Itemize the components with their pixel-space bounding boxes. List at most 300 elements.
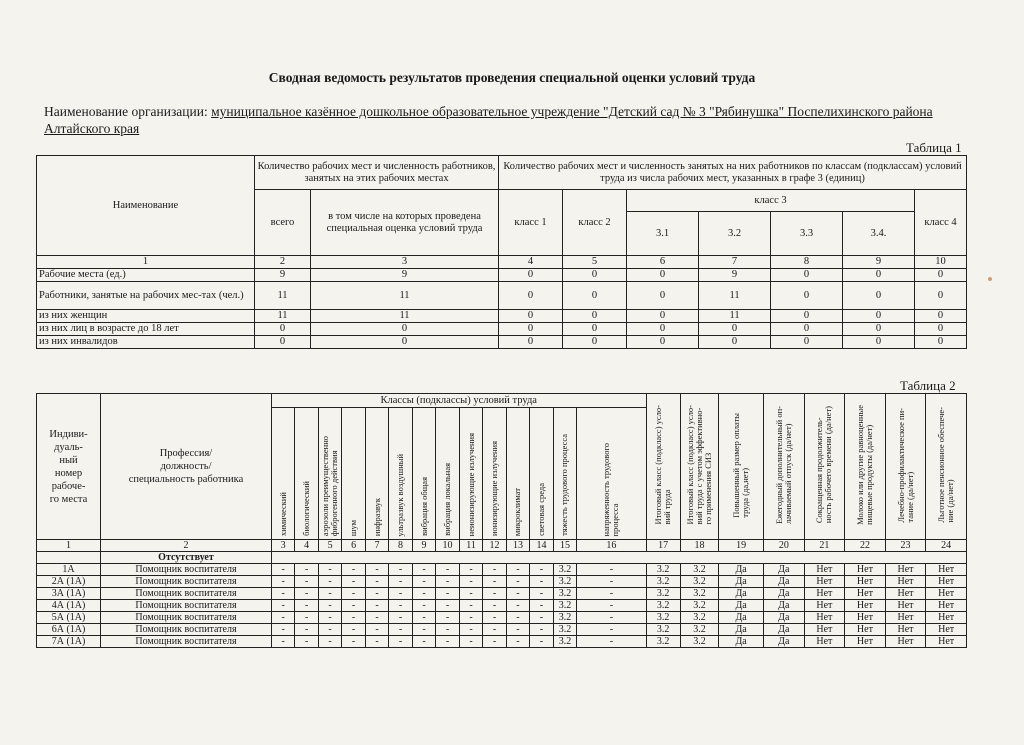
t2-cell: - — [389, 576, 412, 588]
t1-cell: 0 — [563, 323, 627, 336]
t2-col-num: 18 — [680, 540, 718, 552]
t2-cell: Да — [764, 564, 805, 576]
t2-cell: - — [389, 612, 412, 624]
t1-header-class4: класс 4 — [915, 190, 967, 256]
t1-cell: 0 — [499, 336, 563, 349]
t2-cell: - — [318, 624, 341, 636]
t2-cell: - — [530, 576, 553, 588]
t2-col-num: 10 — [436, 540, 459, 552]
t2-cell: - — [365, 588, 388, 600]
t1-cell: 11 — [699, 282, 771, 310]
t2-cell: 3.2 — [680, 576, 718, 588]
t2-cell: - — [365, 636, 388, 648]
t2-cell: Нет — [885, 588, 926, 600]
t2-cell: 3.2 — [646, 624, 680, 636]
t2-cell: 3.2 — [553, 600, 576, 612]
t2-cell: - — [318, 600, 341, 612]
t1-col-num: 6 — [627, 256, 699, 269]
t2-cell: 3.2 — [680, 588, 718, 600]
t2-col-num: 24 — [926, 540, 967, 552]
t2-cell: 3.2 — [646, 588, 680, 600]
t2-cell: - — [459, 612, 482, 624]
t2-vertical-header-text: Итоговый класс (подкласс) усло- вий труда — [653, 405, 673, 525]
t2-cell: 3.2 — [553, 564, 576, 576]
t1-cell: 9 — [255, 269, 311, 282]
t1-cell: 0 — [499, 323, 563, 336]
t2-cell: - — [389, 564, 412, 576]
t2-cell: Нет — [804, 564, 845, 576]
t1-cell: 0 — [843, 336, 915, 349]
t2-col-num: 11 — [459, 540, 482, 552]
t1-col-num: 8 — [771, 256, 843, 269]
t2-cell: - — [412, 600, 435, 612]
t2-col-num: 13 — [506, 540, 529, 552]
t2-col-num: 16 — [577, 540, 646, 552]
t1-col-num: 10 — [915, 256, 967, 269]
table2 — [36, 393, 967, 648]
t2-vertical-header-text: тяжесть трудового процесса — [559, 434, 570, 536]
t2-col-num: 1 — [37, 540, 101, 552]
t2-section-fill — [271, 552, 966, 564]
t2-cell: 3.2 — [680, 600, 718, 612]
t2-cell: - — [436, 612, 459, 624]
t2-row — [37, 624, 967, 636]
t2-row — [37, 588, 967, 600]
t2-cell: 3.2 — [680, 612, 718, 624]
t1-cell: 0 — [255, 336, 311, 349]
t1-cell: 9 — [699, 269, 771, 282]
t2-vertical-header — [342, 408, 365, 540]
t2-cell: 3.2 — [553, 624, 576, 636]
t2-row-profession: Помощник воспитателя — [101, 564, 272, 576]
t2-cell: Нет — [804, 624, 845, 636]
t2-vertical-header — [719, 394, 764, 540]
t1-cell: 0 — [915, 336, 967, 349]
t2-cell: - — [530, 588, 553, 600]
t1-cell: 11 — [255, 310, 311, 323]
t1-cell: 0 — [563, 269, 627, 282]
t2-vertical-header — [436, 408, 459, 540]
t2-vertical-header-text: неионизирующие излучения — [465, 432, 476, 536]
t2-cell: Нет — [885, 612, 926, 624]
t2-vertical-header — [365, 408, 388, 540]
t2-cell: Да — [719, 612, 764, 624]
t2-cell: - — [577, 576, 646, 588]
t2-cell: 3.2 — [646, 576, 680, 588]
t2-header-id: Индиви- дуаль- ный номер рабоче- го места — [37, 394, 101, 540]
t2-cell: - — [459, 576, 482, 588]
t2-cell: - — [271, 624, 294, 636]
table2-caption: Таблица 2 — [900, 378, 956, 393]
t2-cell: - — [295, 600, 318, 612]
t2-row-id: 5А (1А) — [37, 612, 101, 624]
t2-cell: - — [436, 564, 459, 576]
t2-cell: - — [295, 612, 318, 624]
t2-vertical-header — [459, 408, 482, 540]
t1-header-class2: класс 2 — [563, 190, 627, 256]
t2-vertical-header — [680, 394, 718, 540]
t2-cell: - — [271, 600, 294, 612]
t2-cell: 3.2 — [680, 636, 718, 648]
t2-cell: - — [365, 576, 388, 588]
t2-row — [37, 564, 967, 576]
t2-vertical-header-text: микроклимат — [512, 487, 523, 536]
t2-cell: - — [318, 636, 341, 648]
t1-cell: 0 — [915, 323, 967, 336]
t2-vertical-header-text: световая среда — [535, 483, 546, 536]
t2-cell: Нет — [926, 636, 967, 648]
t1-cell: 0 — [499, 269, 563, 282]
t2-col-num: 17 — [646, 540, 680, 552]
t1-column-numbers — [37, 256, 967, 269]
t1-header-3-1: 3.1 — [627, 212, 699, 256]
t1-cell: 11 — [311, 310, 499, 323]
t1-row — [37, 282, 967, 310]
t2-cell: - — [436, 588, 459, 600]
t2-cell: - — [483, 624, 506, 636]
t1-row — [37, 269, 967, 282]
t2-cell: - — [365, 564, 388, 576]
t2-vertical-header-text: аэрозоли преимущественно фиброгенного действия — [320, 435, 340, 536]
t2-cell: Нет — [926, 588, 967, 600]
t2-vertical-header — [389, 408, 412, 540]
t2-cell: - — [483, 612, 506, 624]
t1-header-assessed: в том числе на которых проведена специальная оценка условий труда — [311, 190, 499, 256]
t1-row-name: из них женщин — [37, 310, 255, 323]
t2-cell: - — [365, 612, 388, 624]
t2-cell: - — [342, 588, 365, 600]
t2-cell: - — [389, 600, 412, 612]
t2-row-profession: Помощник воспитателя — [101, 588, 272, 600]
t2-cell: Да — [719, 564, 764, 576]
t1-col-num: 1 — [37, 256, 255, 269]
t2-cell: 3.2 — [553, 588, 576, 600]
t2-cell: Нет — [845, 624, 886, 636]
t2-cell: - — [365, 600, 388, 612]
t2-cell: Нет — [885, 564, 926, 576]
t2-row-profession: Помощник воспитателя — [101, 576, 272, 588]
document-title: Сводная ведомость результатов проведения специальной оценки условий труда — [268, 70, 756, 85]
t2-cell: Нет — [926, 624, 967, 636]
t2-cell: Нет — [845, 576, 886, 588]
t2-vertical-header-text: вибрация локальная — [442, 463, 453, 536]
t2-cell: Нет — [804, 612, 845, 624]
t2-cell: Нет — [926, 600, 967, 612]
t2-cell: - — [295, 588, 318, 600]
t2-cell: Да — [719, 576, 764, 588]
t2-cell: - — [459, 624, 482, 636]
t2-cell: Да — [719, 588, 764, 600]
t2-vertical-header-text: ультразвук воздушный — [395, 453, 406, 536]
t1-row-name: из них инвалидов — [37, 336, 255, 349]
t2-cell: Нет — [845, 612, 886, 624]
t2-vertical-header — [530, 408, 553, 540]
t2-vertical-header — [295, 408, 318, 540]
t2-cell: - — [506, 600, 529, 612]
t2-cell: - — [459, 600, 482, 612]
t1-cell: 0 — [843, 323, 915, 336]
t2-header-profession: Профессия/ должность/ специальность работника — [101, 394, 272, 540]
t2-row-profession: Помощник воспитателя — [101, 600, 272, 612]
t1-cell: 0 — [699, 336, 771, 349]
t2-cell: - — [412, 564, 435, 576]
t2-header-classes: Классы (подклассы) условий труда — [271, 394, 646, 408]
t2-cell: - — [530, 624, 553, 636]
table1-caption: Таблица 1 — [906, 140, 962, 155]
t2-vertical-header-text: химический — [277, 492, 288, 536]
t2-vertical-header — [646, 394, 680, 540]
t1-cell: 0 — [563, 282, 627, 310]
t2-vertical-header-text: Лечебно-профилактическое пи- тание (да/нет) — [895, 407, 915, 523]
t2-cell: - — [483, 576, 506, 588]
t1-row-name: Рабочие места (ед.) — [37, 269, 255, 282]
t2-vertical-header-text: Повышенный размер оплаты труда (да,нет) — [731, 412, 751, 518]
t1-cell: 0 — [627, 323, 699, 336]
t1-cell: 0 — [499, 282, 563, 310]
t1-cell: 0 — [771, 310, 843, 323]
t2-cell: Нет — [845, 636, 886, 648]
t2-cell: - — [318, 564, 341, 576]
t2-vertical-header — [506, 408, 529, 540]
t2-vertical-header — [764, 394, 805, 540]
t2-cell: Нет — [885, 624, 926, 636]
t1-header-group1: Количество рабочих мест и численность работников, занятых на этих рабочих местах — [255, 156, 499, 190]
t2-col-num: 9 — [412, 540, 435, 552]
t1-header-3-4: 3.4. — [843, 212, 915, 256]
t1-row — [37, 310, 967, 323]
table1 — [36, 155, 967, 349]
t2-col-num: 4 — [295, 540, 318, 552]
t2-cell: 3.2 — [646, 636, 680, 648]
t1-row — [37, 336, 967, 349]
t1-cell: 0 — [915, 310, 967, 323]
t2-row — [37, 612, 967, 624]
t2-cell: - — [530, 612, 553, 624]
t2-cell: Нет — [926, 564, 967, 576]
t2-cell: - — [342, 612, 365, 624]
t2-cell: Нет — [845, 588, 886, 600]
t2-cell: 3.2 — [553, 576, 576, 588]
t2-vertical-header — [553, 408, 576, 540]
t2-cell: - — [318, 576, 341, 588]
t1-cell: 0 — [771, 336, 843, 349]
t2-vertical-header-text: шум — [348, 519, 359, 536]
t2-cell: Нет — [885, 576, 926, 588]
organization-name: муниципальное казённое дошкольное образовательное учреждение "Детский сад № 3 "Рябинушка" Поспелихинского района Алтайского края — [44, 104, 933, 136]
t1-cell: 0 — [499, 310, 563, 323]
t2-vertical-header — [577, 408, 646, 540]
t2-cell: - — [506, 624, 529, 636]
t2-row — [37, 600, 967, 612]
t1-cell: 11 — [311, 282, 499, 310]
t2-cell: Да — [764, 576, 805, 588]
t2-cell: - — [436, 636, 459, 648]
t2-cell: - — [318, 612, 341, 624]
t2-cell: - — [271, 564, 294, 576]
t2-cell: - — [342, 564, 365, 576]
t2-col-num: 3 — [271, 540, 294, 552]
t2-cell: - — [483, 636, 506, 648]
t2-cell: Нет — [926, 612, 967, 624]
t1-cell: 0 — [627, 336, 699, 349]
t2-cell: - — [271, 588, 294, 600]
t2-cell: - — [389, 636, 412, 648]
t2-cell: Да — [764, 600, 805, 612]
t1-row-name: Работники, занятые на рабочих мес-тах (чел.) — [37, 282, 255, 310]
t2-cell: - — [342, 636, 365, 648]
t2-vertical-header-text: Сокращенная продолжитель- ность рабочего времени (да/нет) — [814, 406, 834, 524]
t2-col-num: 5 — [318, 540, 341, 552]
t2-vertical-header — [271, 408, 294, 540]
t2-cell: - — [271, 612, 294, 624]
t2-vertical-header-text: Молоко или другие равноценные пищевые продукты (да/нет) — [854, 405, 874, 525]
t1-cell: 0 — [627, 282, 699, 310]
t2-cell: - — [412, 612, 435, 624]
t2-cell: - — [271, 576, 294, 588]
t2-vertical-header-text: Итоговый класс (подкласс) усло- вий труда с учетом эффективно- го применения СИЗ — [684, 405, 713, 525]
t1-cell: 0 — [915, 282, 967, 310]
t2-cell: - — [483, 564, 506, 576]
t1-cell: 9 — [311, 269, 499, 282]
t2-cell: - — [436, 624, 459, 636]
t1-col-num: 9 — [843, 256, 915, 269]
t2-cell: Нет — [885, 600, 926, 612]
t2-row-profession: Помощник воспитателя — [101, 636, 272, 648]
t2-vertical-header — [412, 408, 435, 540]
t2-row — [37, 576, 967, 588]
t2-cell: Да — [719, 600, 764, 612]
t2-row-id: 7А (1А) — [37, 636, 101, 648]
t2-cell: 3.2 — [553, 636, 576, 648]
t2-vertical-header — [483, 408, 506, 540]
t2-cell: - — [506, 612, 529, 624]
t1-cell: 0 — [843, 310, 915, 323]
t1-cell: 0 — [311, 323, 499, 336]
t2-cell: - — [459, 588, 482, 600]
t2-cell: Да — [719, 636, 764, 648]
t1-cell: 0 — [255, 323, 311, 336]
t2-row-id: 1А — [37, 564, 101, 576]
t2-cell: - — [530, 600, 553, 612]
t2-cell: - — [436, 576, 459, 588]
t2-cell: 3.2 — [553, 612, 576, 624]
t2-cell: - — [459, 636, 482, 648]
t2-cell: - — [577, 624, 646, 636]
t1-cell: 0 — [311, 336, 499, 349]
t2-cell: - — [577, 636, 646, 648]
t2-col-num: 12 — [483, 540, 506, 552]
t2-cell: Да — [719, 624, 764, 636]
t2-cell: Да — [764, 636, 805, 648]
t2-cell: - — [577, 600, 646, 612]
t2-cell: - — [506, 636, 529, 648]
t2-cell: 3.2 — [680, 624, 718, 636]
t1-cell: 0 — [771, 269, 843, 282]
t2-cell: - — [342, 624, 365, 636]
t1-header-group2: Количество рабочих мест и численность занятых на них работников по классам (подклассам) условий труда из числа рабочих мест, указанных в графе 3 (единиц) — [499, 156, 967, 190]
t2-cell: Нет — [845, 564, 886, 576]
t2-cell: - — [412, 576, 435, 588]
t2-cell: - — [530, 564, 553, 576]
t2-row-id: 4А (1А) — [37, 600, 101, 612]
t2-cell: Нет — [804, 576, 845, 588]
t2-col-num: 2 — [101, 540, 272, 552]
t2-vertical-header — [845, 394, 886, 540]
t2-cell: Нет — [804, 600, 845, 612]
t1-cell: 0 — [627, 310, 699, 323]
organization-line — [44, 103, 974, 137]
scan-mark — [988, 277, 992, 281]
t2-vertical-header-text: напряженность трудового процесса — [601, 442, 621, 536]
t2-cell: - — [483, 600, 506, 612]
t2-col-num: 8 — [389, 540, 412, 552]
t1-col-num: 5 — [563, 256, 627, 269]
t2-cell: - — [577, 564, 646, 576]
t2-vertical-header — [804, 394, 845, 540]
t2-cell: - — [389, 624, 412, 636]
t2-cell: - — [318, 588, 341, 600]
t1-cell: 0 — [915, 269, 967, 282]
t2-row-id: 3А (1А) — [37, 588, 101, 600]
t2-cell: - — [412, 624, 435, 636]
t2-cell: - — [342, 600, 365, 612]
t1-cell: 11 — [255, 282, 311, 310]
t2-cell: Нет — [845, 600, 886, 612]
t1-col-num: 4 — [499, 256, 563, 269]
t2-row-id: 2А (1А) — [37, 576, 101, 588]
t2-cell: - — [506, 576, 529, 588]
t1-col-num: 7 — [699, 256, 771, 269]
t1-cell: 11 — [699, 310, 771, 323]
t1-cell: 0 — [627, 269, 699, 282]
t2-cell: - — [295, 624, 318, 636]
t2-vertical-header-text: биологический — [301, 481, 312, 536]
t2-cell: - — [295, 564, 318, 576]
t2-cell: - — [483, 588, 506, 600]
t2-vertical-header-text: Ежегодный дополнительный оп- лачиваемый отпуск (да/нет) — [773, 405, 793, 525]
t1-cell: 0 — [843, 282, 915, 310]
t2-cell: Да — [764, 612, 805, 624]
t2-vertical-header — [926, 394, 967, 540]
t2-cell: Да — [764, 624, 805, 636]
t2-col-num: 23 — [885, 540, 926, 552]
t2-cell: Нет — [885, 636, 926, 648]
t2-column-numbers — [37, 540, 967, 552]
t2-vertical-header — [885, 394, 926, 540]
t2-cell: - — [436, 600, 459, 612]
t1-header-total: всего — [255, 190, 311, 256]
t2-row-profession: Помощник воспитателя — [101, 624, 272, 636]
t2-col-num: 19 — [719, 540, 764, 552]
t2-col-num: 21 — [804, 540, 845, 552]
t1-header-name: Наименование — [37, 156, 255, 256]
t1-col-num: 3 — [311, 256, 499, 269]
t2-cell: - — [577, 588, 646, 600]
t2-cell: - — [577, 612, 646, 624]
t2-vertical-header-text: инфразвук — [371, 497, 382, 536]
t2-row — [37, 636, 967, 648]
t1-col-num: 2 — [255, 256, 311, 269]
t2-col-num: 6 — [342, 540, 365, 552]
t2-col-num: 14 — [530, 540, 553, 552]
t2-col-num: 7 — [365, 540, 388, 552]
t1-header-class3: класс 3 — [627, 190, 915, 212]
t2-cell: 3.2 — [646, 612, 680, 624]
t2-cell: - — [412, 588, 435, 600]
t2-cell: Да — [764, 588, 805, 600]
t1-row — [37, 323, 967, 336]
t2-cell: - — [506, 588, 529, 600]
